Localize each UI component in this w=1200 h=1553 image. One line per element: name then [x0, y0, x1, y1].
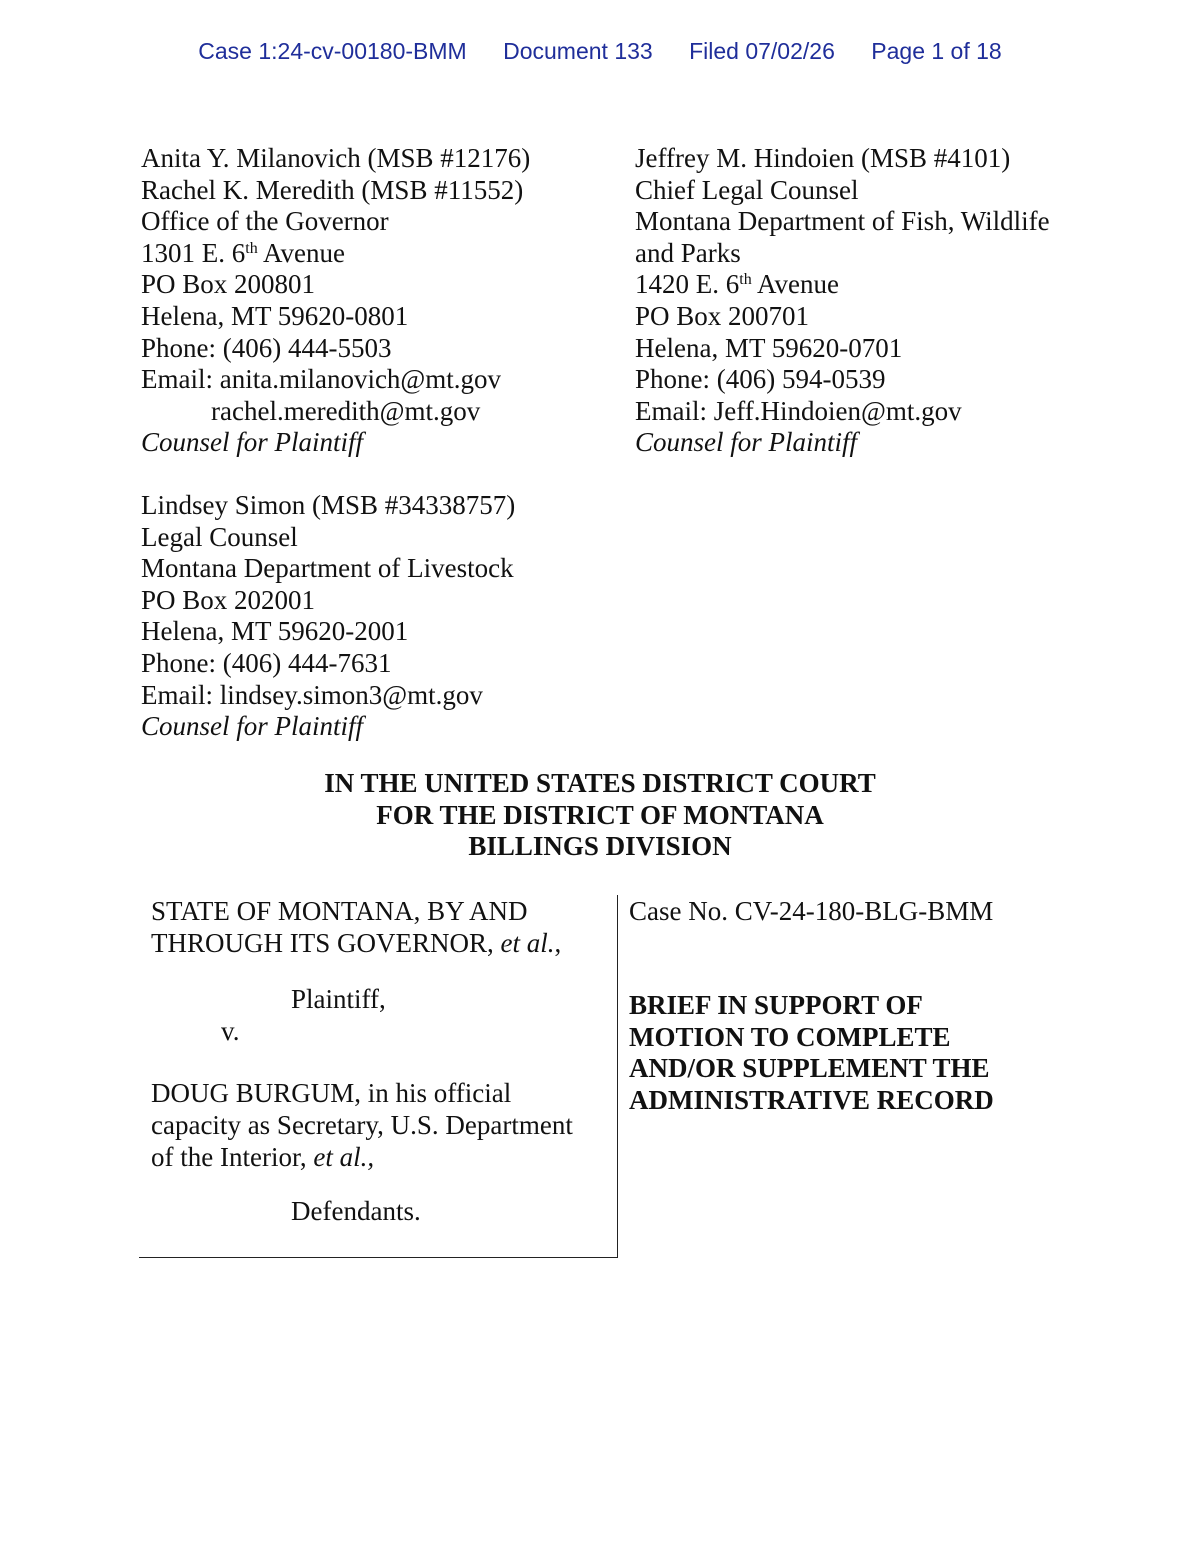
- defendant-name-line3: of the Interior, et al.,: [151, 1142, 375, 1172]
- counsel-city: Helena, MT 59620-0801: [141, 300, 409, 331]
- counsel-name: Anita Y. Milanovich (MSB #12176): [141, 143, 531, 173]
- filing-stamp: [0, 38, 1200, 65]
- stamp-document-number: Document 133: [503, 38, 653, 64]
- counsel-address: 1301 E. 6th Avenue: [141, 237, 345, 268]
- caption-divider-vertical: [617, 895, 618, 1258]
- counsel-block-livestock: [141, 490, 515, 743]
- counsel-title: Legal Counsel: [141, 521, 298, 552]
- brief-title-line: AND/OR SUPPLEMENT THE: [629, 1053, 990, 1084]
- counsel-phone: Phone: (406) 444-5503: [141, 332, 392, 363]
- counsel-office: Montana Department of Livestock: [141, 553, 514, 584]
- counsel-name: Lindsey Simon (MSB #34338757): [141, 490, 516, 520]
- counsel-block-fwp: [635, 143, 1050, 459]
- counsel-name: Jeffrey M. Hindoien (MSB #4101): [635, 143, 1011, 173]
- defendant-name-line1: DOUG BURGUM, in his official: [151, 1078, 512, 1108]
- counsel-city: Helena, MT 59620-2001: [141, 616, 409, 647]
- counsel-office: Office of the Governor: [141, 206, 389, 237]
- court-heading-line: IN THE UNITED STATES DISTRICT COURT: [324, 768, 876, 798]
- counsel-phone: Phone: (406) 444-7631: [141, 647, 392, 678]
- plaintiff-name-line2: THROUGH ITS GOVERNOR, et al.,: [151, 928, 562, 958]
- brief-title-line: ADMINISTRATIVE RECORD: [629, 1084, 994, 1115]
- counsel-role: Counsel for Plaintiff: [635, 427, 858, 458]
- counsel-name: Rachel K. Meredith (MSB #11552): [141, 174, 524, 205]
- counsel-city: Helena, MT 59620-0701: [635, 332, 903, 363]
- court-heading: [0, 768, 1200, 863]
- counsel-title: Chief Legal Counsel: [635, 174, 859, 205]
- counsel-address: 1420 E. 6th Avenue: [635, 269, 839, 300]
- counsel-role: Counsel for Plaintiff: [141, 427, 364, 458]
- caption-divider-horizontal: [139, 1257, 618, 1258]
- court-heading-line: FOR THE DISTRICT OF MONTANA: [376, 799, 824, 830]
- court-heading-line: BILLINGS DIVISION: [468, 831, 732, 862]
- counsel-block-governor: [141, 143, 530, 459]
- counsel-po-box: PO Box 202001: [141, 584, 316, 615]
- defendant-name-line2: capacity as Secretary, U.S. Department: [151, 1110, 573, 1140]
- versus-label: v.: [221, 1016, 240, 1046]
- brief-title-line: BRIEF IN SUPPORT OF: [629, 990, 923, 1020]
- stamp-case-number: Case 1:24-cv-00180-BMM: [198, 38, 467, 64]
- counsel-po-box: PO Box 200701: [635, 300, 810, 331]
- stamp-page-count: Page 1 of 18: [871, 38, 1002, 64]
- plaintiff-label: Plaintiff,: [291, 984, 386, 1014]
- plaintiff-name-line1: STATE OF MONTANA, BY AND: [151, 896, 528, 926]
- stamp-filed-date: Filed 07/02/26: [689, 38, 835, 64]
- counsel-office-continued: and Parks: [635, 237, 741, 268]
- counsel-role: Counsel for Plaintiff: [141, 711, 364, 742]
- brief-title: [629, 990, 994, 1116]
- counsel-po-box: PO Box 200801: [141, 269, 316, 300]
- defendant-label: Defendants.: [291, 1196, 421, 1226]
- counsel-email: Email: Jeff.Hindoien@mt.gov: [635, 395, 962, 426]
- counsel-email: Email: anita.milanovich@mt.gov: [141, 364, 502, 395]
- case-number: Case No. CV-24-180-BLG-BMM: [629, 896, 994, 926]
- counsel-email: Email: lindsey.simon3@mt.gov: [141, 679, 483, 710]
- counsel-office: Montana Department of Fish, Wildlife: [635, 206, 1050, 237]
- counsel-phone: Phone: (406) 594-0539: [635, 364, 886, 395]
- brief-title-line: MOTION TO COMPLETE: [629, 1021, 951, 1052]
- counsel-email-secondary: rachel.meredith@mt.gov: [211, 395, 481, 426]
